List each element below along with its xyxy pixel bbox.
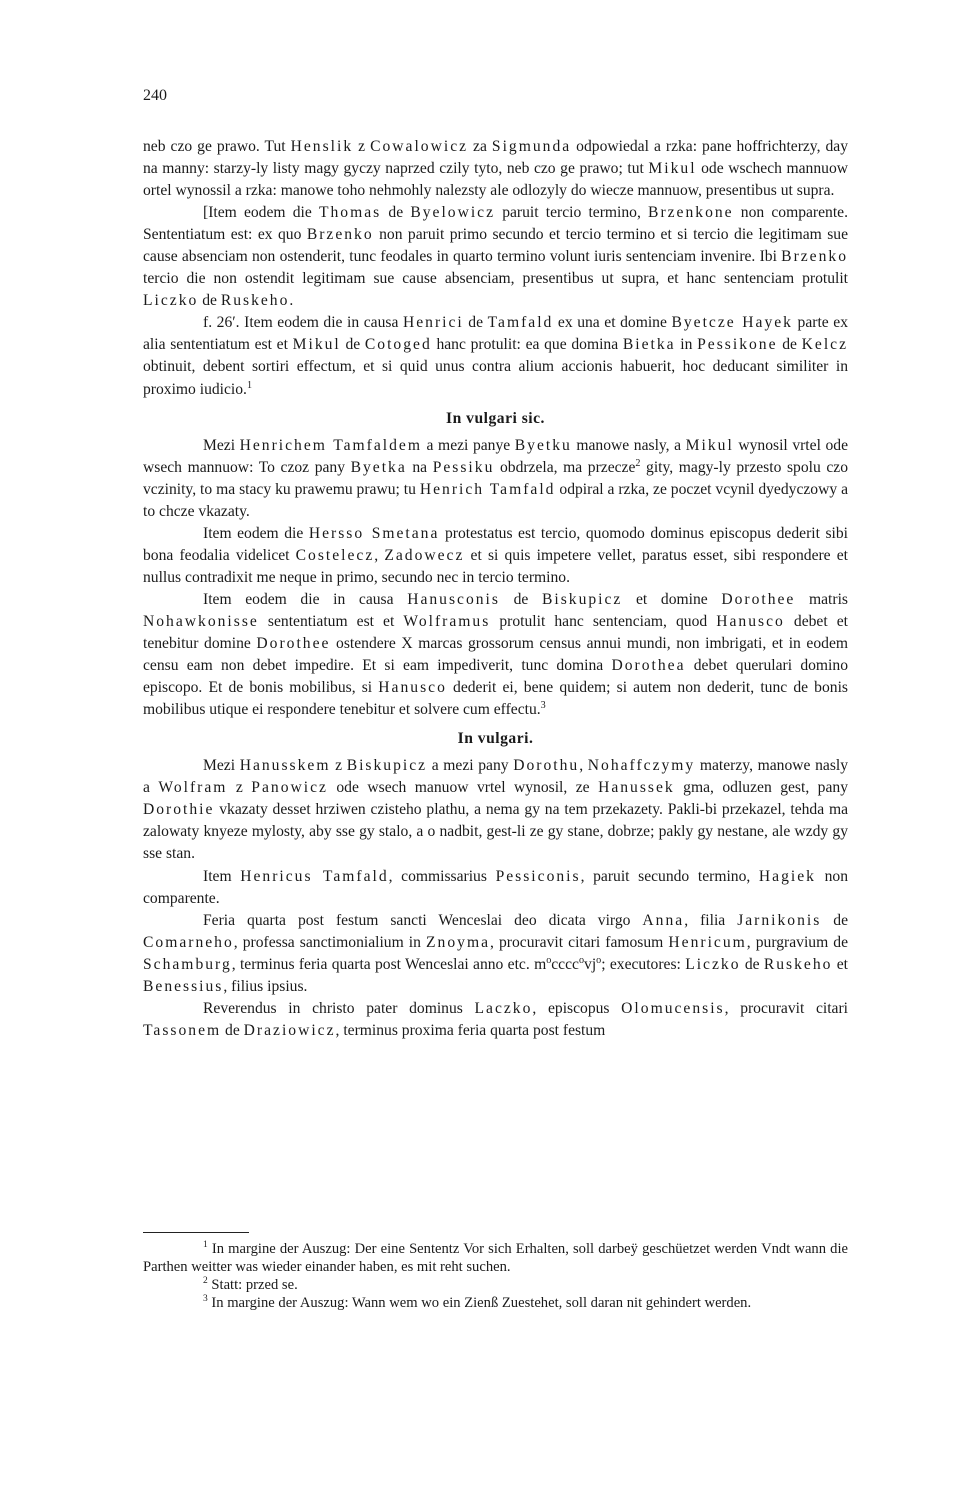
text-run: , <box>579 757 588 775</box>
proper-name: Hanusco <box>378 679 447 697</box>
text-run: Mezi <box>203 757 240 775</box>
text-run: de <box>740 955 764 973</box>
text-run: non paruit primo secundo et tercio termino et si tercio die legitimam sue cause absenciam non ostenderit, tunc feodales in quarto termino volunt iuris sentenciam invenire. Ibi <box>143 226 848 266</box>
text-run: , filius ipsius. <box>223 977 308 995</box>
proper-name: Hagiek <box>758 867 816 885</box>
proper-name: Panowicz <box>251 779 328 797</box>
proper-name: Pessikone <box>697 336 778 354</box>
text-run: paruit tercio termino, <box>495 204 649 222</box>
proper-name: Mikul <box>292 336 341 354</box>
text-run: z <box>227 779 252 797</box>
footnote <box>143 1276 848 1294</box>
proper-name: Thomas <box>318 204 382 222</box>
text-run: ostendere X marcas grossorum census annui mundi, non imbrigati, et in eodem censu eam non debet impedire. Et si eam impediverit, tunc domina <box>143 635 848 675</box>
proper-name: Henslik <box>290 138 354 155</box>
proper-name: Schamburg <box>143 955 232 973</box>
proper-name: Cotoged <box>364 336 432 354</box>
proper-name: Bietka <box>622 336 676 354</box>
paragraph <box>143 523 848 589</box>
proper-name: Hanusco <box>716 612 785 630</box>
text-run: de <box>777 336 802 354</box>
proper-name: Hersso Smetana <box>308 524 440 542</box>
text-run: et si quis impetere vellet, paratus esset, sibi respondere et nullus contradixit me neque in primo, secundo nec in tercio termino. <box>143 546 848 586</box>
page-number: 240 <box>143 87 167 104</box>
proper-name: Znoyma <box>426 933 490 951</box>
text-run: , filia <box>684 911 738 929</box>
proper-name: Liczko <box>143 292 199 310</box>
text-run: , purgravium de <box>746 933 849 951</box>
text-run: , commissarius <box>388 867 496 885</box>
footnote-text: In margine der Auszug: Der eine Sententz Vor sich Erhalten, soll darbeÿ geschüetzet werden Vndt wann die Parthen weitter was wieder einander haben, es mit reht suchen. <box>143 1241 848 1275</box>
text-run: de <box>463 314 488 332</box>
proper-name: Dorothu <box>513 757 580 775</box>
proper-name: Wolfram <box>158 779 228 797</box>
paragraph <box>143 435 848 523</box>
text-run: tercio die non ostendit legitimam sue cause absenciam, presentibus ut supra, et hanc sentenciam protulit <box>143 270 848 288</box>
text-run: , paruit secundo termino, <box>580 867 759 885</box>
text-run: gity, magy-ly przesto spolu czo vczinity, to ma stacy ku prawemu prawu; tu <box>143 458 849 498</box>
text-run: . <box>289 292 294 310</box>
proper-name: Tamfald <box>487 314 554 332</box>
footnote-number: 3 <box>203 1294 208 1305</box>
superscript: 1 <box>246 379 253 391</box>
footnotes <box>143 1240 848 1312</box>
proper-name: Nohawkonisse <box>143 612 259 630</box>
proper-name: Zadowecz <box>384 546 465 564</box>
text-run: hanc protulit: ea que domina <box>431 336 623 354</box>
proper-name: Henrichem Tamfaldem <box>239 436 422 454</box>
text-run: dederit ei, bene quidem; si autem non dederit, tunc de bonis mobilibus utique ei respondere tenebitur et solvere cum effectu. <box>143 679 848 719</box>
proper-name: Anna <box>642 911 685 929</box>
proper-name: Dorothie <box>143 801 215 819</box>
paragraph <box>143 589 848 721</box>
proper-name: Dorothea <box>611 657 686 675</box>
proper-name: Nohaffczymy <box>587 757 696 775</box>
text-run: obdrzela, ma przecze <box>494 458 636 476</box>
text-run: f. 26′. Item eodem die in causa <box>203 314 403 332</box>
section-heading: In vulgari. <box>457 730 534 748</box>
text-run: obtinuit, debent sortiri effectum, et si quid unus contra alium accionis habuerit, hoc deducant similiter in proximo iudicio. <box>143 358 848 398</box>
superscript: o <box>578 954 585 966</box>
text-run: neb czo ge prawo. Tut <box>143 138 291 155</box>
proper-name: Comarneho <box>143 933 234 951</box>
text-run: , <box>374 546 385 564</box>
superscript: 3 <box>540 699 546 711</box>
proper-name: Biskupicz <box>541 590 623 608</box>
text-run: Item eodem die <box>203 524 309 542</box>
text-run: za <box>468 138 492 155</box>
text-run: Item <box>203 867 241 885</box>
paragraph <box>143 312 848 400</box>
superscript: o <box>546 954 552 966</box>
proper-name: Ruskeho <box>220 292 290 310</box>
proper-name: Brzenko <box>306 226 374 244</box>
section-heading: In vulgari sic. <box>446 409 545 427</box>
text-run: ode wsech manuow vrtel wynosil, ze <box>327 779 599 797</box>
text-run: de <box>221 1021 244 1039</box>
text-run: debet querulari domino episcopo. Et de bonis mobilibus, si <box>143 657 848 697</box>
text-run: odpiral a rzka, ze poczet vcynil dyedyczowy a to chcze vkazaty. <box>143 480 848 520</box>
text-run: ode wschech mannuow ortel wynossil a rzka: manowe toho nehmohly nalezsty ale odlozyly do wiecze mannuow, presentibus ut supra. <box>143 160 849 200</box>
text-run: et <box>832 955 849 973</box>
proper-name: Cowalowicz <box>370 138 469 155</box>
proper-name: Byetku <box>514 436 572 454</box>
proper-name: Pessiku <box>432 458 495 476</box>
footnote <box>143 1240 848 1276</box>
text-run: , procuravit citari <box>724 999 848 1017</box>
text-run: de <box>499 590 542 608</box>
proper-name: Biskupicz <box>346 757 428 775</box>
text-run: z <box>353 138 371 155</box>
proper-name: Tassonem <box>143 1021 222 1039</box>
text-run: wynosil vrtel ode wsech mannuow: To czoz pany <box>143 436 848 476</box>
proper-name: Brzenkone <box>648 204 734 222</box>
proper-name: Kelcz <box>801 336 849 354</box>
footnote-number: 1 <box>203 1240 208 1251</box>
text-run: ; executores: <box>601 955 686 973</box>
proper-name: Liczko <box>685 955 741 973</box>
footnote-text: Statt: przed se. <box>207 1277 298 1293</box>
text-run: vkazaty desset hrziwen czisteho plathu, a nema gy na tem przekazety. Pakli-bi przekazel, tehda ma zalowaty knyeze mylosty, aby sse gy stalo, a o nadbit, gest-li ze gy stane, dobrze; pakly gy nestane, ale wzdy gy sse stan. <box>143 801 848 863</box>
text-run: de <box>381 204 411 222</box>
text-run: , procuravit citari famosum <box>490 933 669 951</box>
text-run: , episcopus <box>532 999 622 1017</box>
proper-name: Sigmunda <box>491 138 572 155</box>
proper-name: Pessiconis <box>495 867 581 885</box>
proper-name: Dorothee <box>721 590 796 608</box>
paragraph <box>143 998 848 1042</box>
superscript: 2 <box>635 457 641 469</box>
proper-name: Laczko <box>474 999 533 1017</box>
body-text <box>143 136 848 1042</box>
text-run: de <box>198 292 221 310</box>
text-run: non comparente. <box>143 867 848 907</box>
proper-name: Byetka <box>350 458 407 476</box>
text-run: Reverendus in christo pater dominus <box>203 999 475 1017</box>
text-run: vj <box>584 955 597 973</box>
proper-name: Benessius <box>143 977 224 995</box>
proper-name: Wolframus <box>403 612 491 630</box>
proper-name: Henricum <box>668 933 747 951</box>
proper-name: Hanussek <box>598 779 675 797</box>
text-run: de <box>340 336 365 354</box>
text-run: non comparente. Sententiatum est: ex quo <box>143 204 848 244</box>
proper-name: Brzenko <box>781 248 848 266</box>
text-run: , professa sanctimonialium in <box>233 933 427 951</box>
text-run: , terminus proxima feria quarta post festum <box>335 1021 606 1039</box>
footnote-separator <box>143 1232 249 1233</box>
proper-name: Ruskeho <box>763 955 833 973</box>
text-run: odpowiedal a rzka: pane hoffrichterzy, day na manny: starzy-ly listy magy gyczy naprzed czily tyto, neb czo ge prawo; tut <box>143 138 849 178</box>
proper-name: Hanusskem <box>239 757 331 775</box>
text-run: ex una et domine <box>553 314 672 332</box>
proper-name: Hanusconis <box>407 590 500 608</box>
text-run: gma, odluzen gest, pany <box>674 779 848 797</box>
proper-name: Henricus Tamfald <box>240 867 389 885</box>
paragraph <box>143 755 848 865</box>
text-run: Feria quarta post festum sancti Wenceslai deo dicata virgo <box>203 911 643 929</box>
paragraph <box>143 910 848 998</box>
text-run: manowe nasly, a <box>571 436 686 454</box>
proper-name: Mikul <box>648 160 697 178</box>
footnote-number: 2 <box>203 1276 208 1287</box>
text-run: protestatus est tercio, quomodo dominus episcopus dederit sibi bona feodalia videlicet <box>143 524 849 564</box>
text-run: , terminus feria quarta post Wenceslai anno etc. m <box>231 955 547 973</box>
text-run: Item eodem die in causa <box>203 590 408 608</box>
superscript: o <box>596 954 602 966</box>
proper-name: Henrich Tamfald <box>419 480 556 498</box>
text-run: Mezi <box>203 436 240 454</box>
proper-name: Olomucensis <box>621 999 725 1017</box>
proper-name: Draziowicz <box>243 1021 336 1039</box>
proper-name: Costelecz <box>295 546 375 564</box>
text-run: [Item eodem die <box>203 204 319 222</box>
text-run: de <box>821 911 848 929</box>
paragraph <box>143 136 848 202</box>
text-run: matris <box>795 590 848 608</box>
footnote <box>143 1294 848 1312</box>
text-run: z <box>330 757 347 775</box>
text-run: na <box>406 458 433 476</box>
footnote-text: In margine der Auszug: Wann wem wo ein Zienß Zuestehet, soll daran nit gehindert werden. <box>207 1295 752 1311</box>
proper-name: Dorothee <box>256 635 331 653</box>
proper-name: Henrici <box>402 314 464 332</box>
proper-name: Mikul <box>685 436 734 454</box>
text-run: cccc <box>551 955 579 973</box>
paragraph <box>143 202 848 312</box>
proper-name: Jarnikonis <box>737 911 822 929</box>
text-run: in <box>675 336 698 354</box>
text-run: et domine <box>622 590 722 608</box>
text-run: materzy, manowe nasly a <box>143 757 849 797</box>
text-run: a mezi panye <box>421 436 515 454</box>
proper-name: Byetcze Hayek <box>671 314 793 332</box>
text-run: protulit hanc sentenciam, quod <box>490 612 717 630</box>
text-run: a mezi pany <box>427 757 514 775</box>
text-run: sententiatum est et <box>258 612 404 630</box>
text-run: debet et tenebitur domine <box>143 612 848 653</box>
proper-name: Byelowicz <box>410 204 496 222</box>
paragraph <box>143 866 848 910</box>
text-run: parte ex alia sententiatum est et <box>143 314 849 354</box>
